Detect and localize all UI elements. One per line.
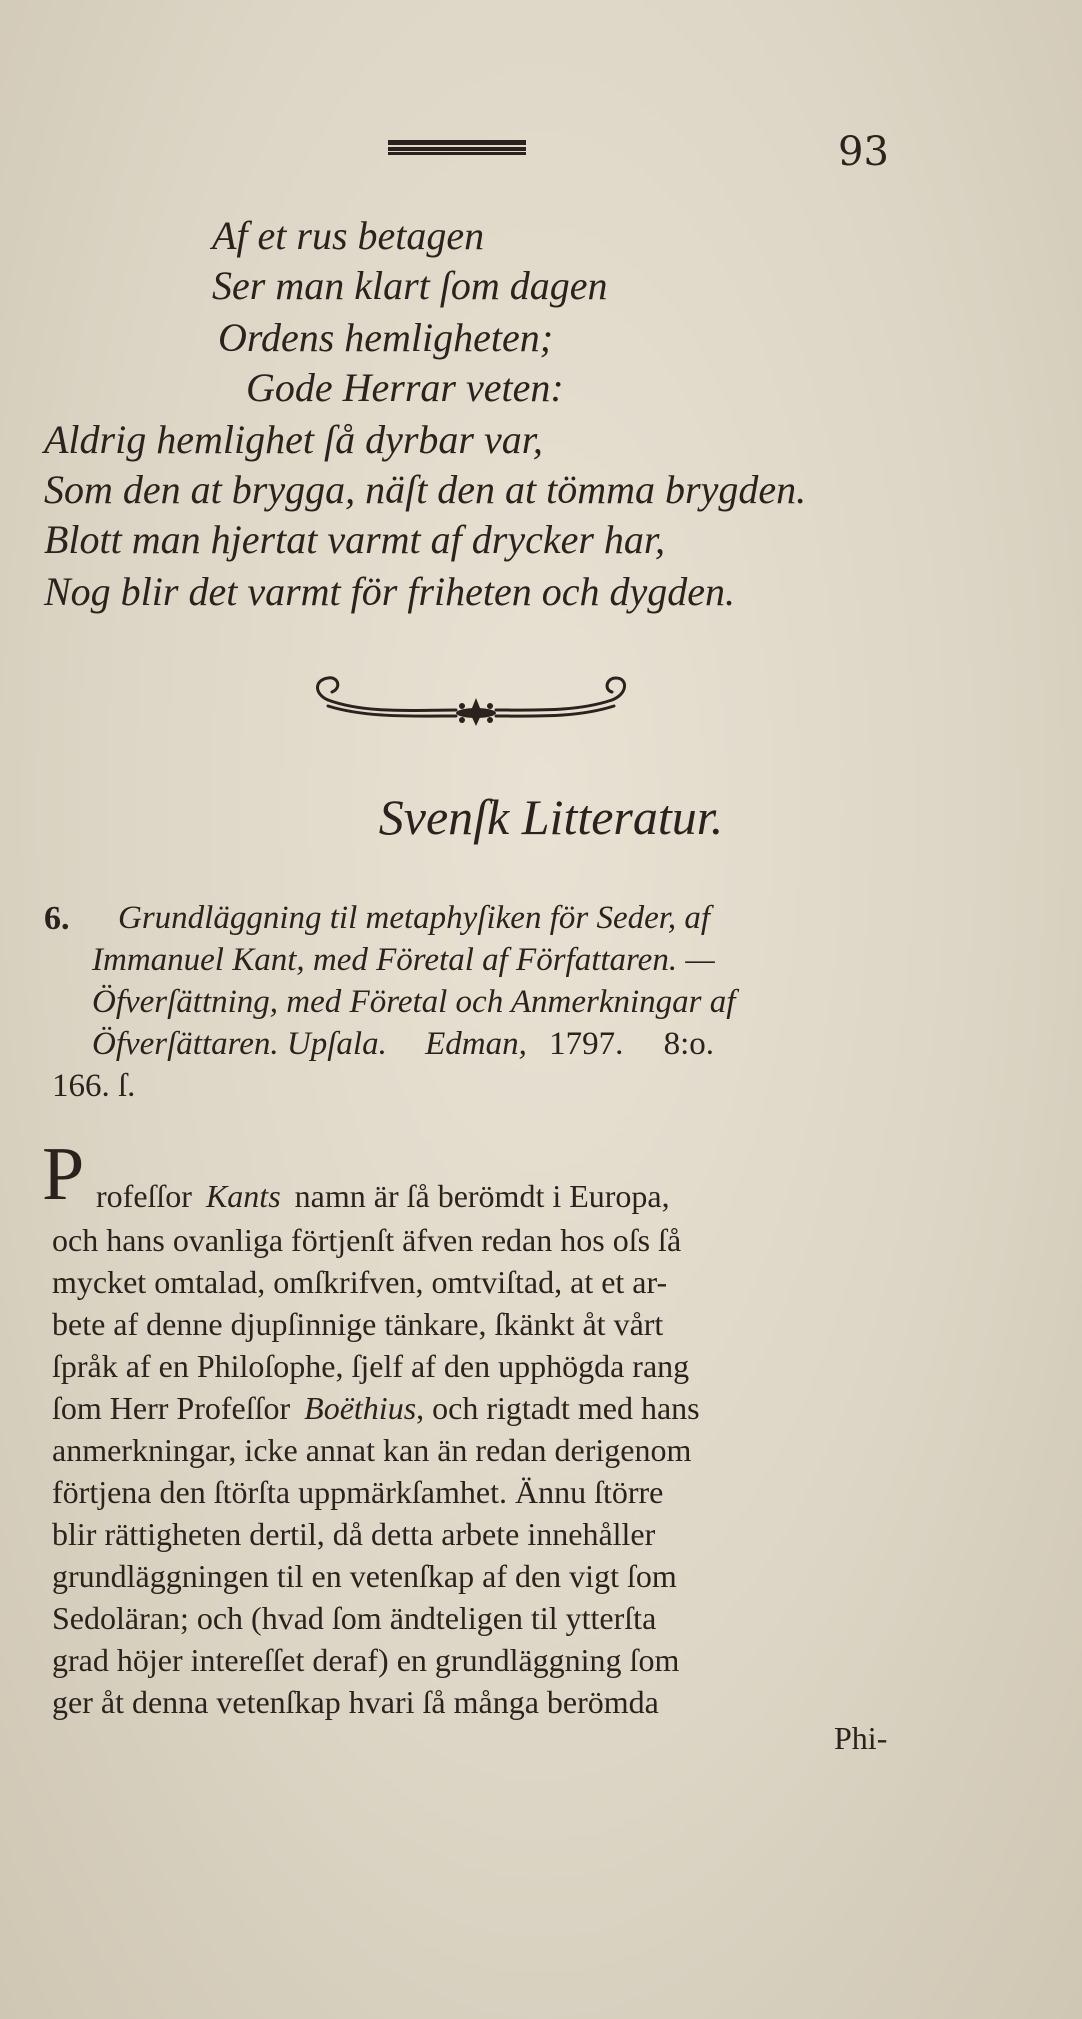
- header-rule: [388, 140, 526, 156]
- entry-translator-place: Öfverſättaren. Upſala.: [92, 1026, 387, 1062]
- poem-line: Blott man hjertat varmt af drycker har,: [44, 517, 666, 562]
- entry-pages: 166. ſ.: [52, 1068, 136, 1104]
- body-line: mycket omtalad, omſkrifven, omtviſtad, at et ar-: [52, 1264, 668, 1300]
- body-line: anmerkningar, icke annat kan än redan derigenom: [52, 1432, 692, 1468]
- poem-line: Som den at brygga, näſt den at tömma brygden.: [44, 467, 807, 512]
- entry-publisher: Edman,: [425, 1026, 527, 1062]
- entry-line: Immanuel Kant, med Företal af Författaren. —: [92, 942, 715, 978]
- body-line: bete af denne djupſinnige tänkare, ſkänkt åt vårt: [52, 1306, 664, 1342]
- poem-line: Ser man klart ſom dagen: [212, 263, 608, 308]
- entry-line: Grundläggning til metaphyſiken för Seder, af: [118, 900, 711, 936]
- body-line: ſom Herr Profeſſor Boëthius, och rigtadt med hans: [52, 1390, 700, 1426]
- body-line: grundläggningen til en vetenſkap af den vigt ſom: [52, 1558, 677, 1594]
- body-line: rofeſſor Kants namn är ſå berömdt i Europa,: [96, 1178, 670, 1214]
- translator-name: Boëthius: [304, 1390, 417, 1426]
- entry-year: 1797.: [549, 1026, 624, 1062]
- page-number: 93: [838, 129, 889, 175]
- poem-line: Af et rus betagen: [212, 213, 485, 258]
- poem-line: Ordens hemligheten;: [218, 315, 554, 360]
- body-line: Sedoläran; och (hvad ſom ändteligen til ytterſta: [52, 1600, 657, 1636]
- drop-cap: P: [42, 1132, 85, 1216]
- body-line: grad höjer intereſſet deraf) en grundläggning ſom: [52, 1642, 680, 1678]
- entry-line-imprint: [92, 1028, 714, 1061]
- section-title: Svenſk Litteratur.: [378, 789, 724, 845]
- author-name: Kants: [205, 1178, 281, 1214]
- entry-number: 6.: [44, 900, 70, 937]
- poem-line: Nog blir det varmt för friheten och dygden.: [44, 569, 736, 614]
- body-line: blir rättigheten dertil, då detta arbete innehåller: [52, 1516, 656, 1552]
- body-line: och hans ovanliga förtjenſt äfven redan hos oſs ſå: [52, 1222, 682, 1258]
- poem-line: Aldrig hemlighet ſå dyrbar var,: [44, 417, 543, 462]
- entry-line: Öfverſättning, med Företal och Anmerkningar af: [92, 984, 736, 1020]
- body-line: ſpråk af en Philoſophe, ſjelf af den upphögda rang: [52, 1348, 690, 1384]
- ornamental-flourish-icon: [306, 670, 636, 726]
- entry-format: 8:o.: [663, 1026, 714, 1062]
- body-line: förtjena den ſtörſta uppmärkſamhet. Ännu ſtörre: [52, 1474, 664, 1510]
- body-line: ger åt denna vetenſkap hvari ſå många berömda: [52, 1684, 659, 1720]
- catchword: Phi-: [834, 1720, 888, 1756]
- poem-line: Gode Herrar veten:: [246, 365, 564, 410]
